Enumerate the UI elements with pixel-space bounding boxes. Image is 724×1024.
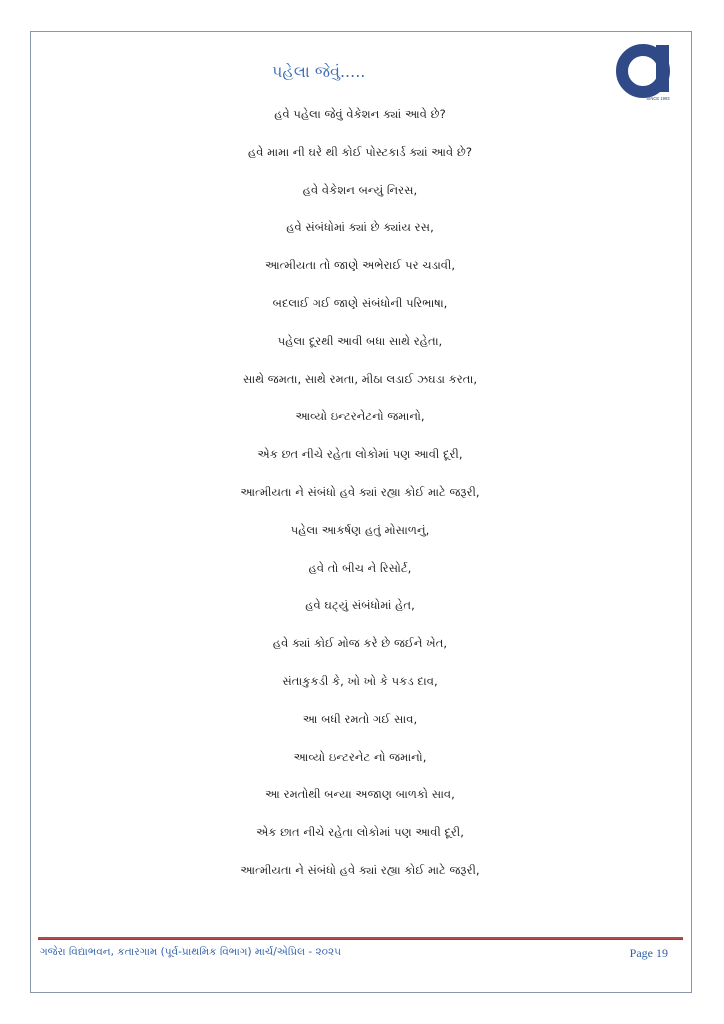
- school-logo: [612, 40, 674, 106]
- poem-line: આ બધી રમતો ગઈ સાવ,: [302, 711, 418, 726]
- footer-school-name: ગજેરા વિદ્યાભવન, કતારગામ (પૂર્વ-પ્રાથમિક વિભાગ) માર્ચ/એપ્રિલ - ૨૦૨૫: [40, 946, 342, 958]
- poem-line: પહેલા આકર્ષણ હતું મોસાળનું,: [290, 522, 430, 537]
- poem-line: હવે પહેલા જેવું વેકેશન ક્યાં આવે છે?: [274, 107, 446, 121]
- poem-line: હવે ક્યાં કોઈ મોજ કરે છે જઈને ખેત,: [272, 636, 448, 651]
- logo-tagline: SINCE 1993: [646, 96, 670, 101]
- poem-line: આવ્યો ઇન્ટરનેટ નો જમાનો,: [293, 749, 427, 764]
- poem-line: હવે વેકેશન બન્યું નિરસ,: [302, 182, 418, 197]
- poem-title: પહેલા જેવું.....: [272, 62, 366, 81]
- poem-line: સંતાકુકડી કે, ખો ખો કે પકડ દાવ,: [282, 673, 438, 688]
- poem-line: પહેલા દૂરથી આવી બધા સાથે રહેતા,: [277, 333, 443, 348]
- poem-line: હવે તો બીચ ને રિસોર્ટ,: [308, 560, 412, 575]
- poem-line: આત્મીયતા તો જાણે અભેરાઈ પર ચડાવી,: [264, 258, 456, 273]
- poem-line: સાથે જમતા, સાથે રમતા, મીઠા લડાઈ ઝઘડા કરતા,: [242, 371, 478, 386]
- poem-line: એક છત નીચે રહેતા લોકોમાં પણ આવી દૂરી,: [257, 447, 463, 462]
- poem-line: હવે મામા ની ઘરે થી કોઈ પોસ્ટકાર્ડ ક્યાં આવે છે?: [247, 144, 473, 159]
- poem-line: બદલાઈ ગઈ જાણે સંબંધોની પરિભાષા,: [272, 295, 448, 310]
- footer-divider: [38, 937, 683, 940]
- poem-line: આ રમતોથી બન્યા અજાણ બાળકો સાવ,: [265, 787, 455, 802]
- poem-line: આત્મીયતા ને સંબંધો હવે ક્યાં રહ્યા કોઈ માટે જરૂરી,: [240, 862, 480, 877]
- poem-line: હવે ઘટ્યું સંબંધોમાં હેત,: [305, 598, 415, 613]
- poem-line: હવે સંબંધોમાં ક્યાં છે ક્યાંય રસ,: [286, 220, 434, 235]
- poem-line: આત્મીયતા ને સંબંધો હવે ક્યાં રહ્યા કોઈ માટે જરૂરી,: [240, 484, 480, 499]
- poem-body: [60, 102, 660, 896]
- poem-line: આવ્યો ઇન્ટરનેટનો જમાનો,: [295, 409, 425, 424]
- poem-line: એક છાત નીચે રહેતા લોકોમાં પણ આવી દૂરી,: [256, 825, 464, 840]
- page-number: Page 19: [629, 946, 668, 960]
